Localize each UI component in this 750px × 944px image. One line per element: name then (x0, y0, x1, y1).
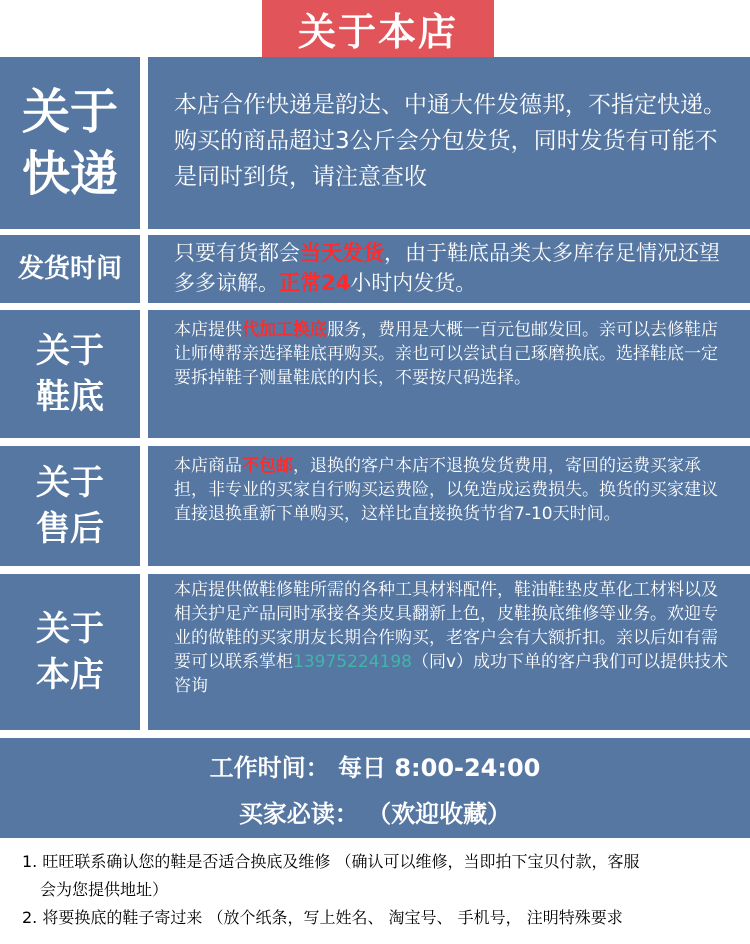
label-line: 鞋底 (36, 377, 104, 417)
label-line: 快递 (21, 146, 118, 202)
contact-phone: 13975224198 (293, 652, 412, 672)
notes-list (22, 848, 732, 932)
work-time: 工作时间： 每日 8:00-24:00 (209, 754, 541, 782)
section-store-label (0, 574, 140, 730)
section-store-text (148, 574, 750, 730)
section-soles (0, 310, 750, 438)
text-segment: 只要有货都会 (174, 241, 300, 265)
section-shipping (0, 235, 750, 303)
section-express-label (0, 57, 140, 229)
label-line: 售后 (36, 509, 104, 549)
section-store (0, 574, 750, 730)
hours-banner (0, 738, 750, 838)
note-item-2: 2. 将要换底的鞋子寄过来 （放个纸条，写上姓名、 淘宝号、 手机号， 注明特殊要求 (22, 908, 623, 927)
page-title: 关于本店 (262, 0, 494, 57)
text-segment: 本店商品 (174, 456, 242, 476)
must-read: 买家必读： （欢迎收藏） (238, 800, 512, 828)
text-segment: 本店提供做鞋修鞋所需的各种工具材料配件，鞋油鞋垫皮革化工材料以及相关护足产品同时承接各类皮具翻新上色，皮鞋换底维修等业务。欢迎专业的做鞋的买家朋友长期合作购买，老客户会有大额折扣。亲以后如有需要可以联系掌柜 (174, 580, 718, 672)
section-shipping-label: 发货时间 (0, 235, 140, 303)
note-item-1-cont: 会为您提供地址） (40, 880, 169, 899)
text-segment: 本店提供 (174, 320, 242, 340)
label-line: 关于 (36, 463, 104, 503)
highlight-sole-replacement: 代加工换底 (242, 320, 327, 340)
section-soles-label (0, 310, 140, 438)
text-segment: （同v）成功下单的客户我们可以提供技术咨询 (174, 652, 729, 696)
text-segment: ，由于鞋底品类太多库存足情况还望多多谅解。 (174, 241, 720, 295)
section-shipping-text (148, 235, 750, 303)
section-express-text: 本店合作快递是韵达、中通大件发德邦，不指定快递。购买的商品超过3公斤会分包发货，同时发货有可能不是同时到货，请注意查收 (148, 57, 750, 229)
text-segment: 小时内发货。 (350, 271, 477, 295)
label-line: 本店 (36, 655, 104, 695)
label-line: 关于 (36, 331, 104, 371)
text-segment: ，退换的客户本店不退换发货费用，寄回的运费买家承担，非专业的买家自行购买运费险，以免造成运费损失。换货的买家建议直接退换重新下单购买，这样比直接换货节省7-10天时间。 (174, 456, 718, 524)
text-segment: 服务，费用是大概一百元包邮发回。亲可以去修鞋店让师傅帮亲选择鞋底再购买。亲也可以尝试自己琢磨换底。选择鞋底一定要拆掉鞋子测量鞋底的内长，不要按尺码选择。 (174, 320, 718, 388)
highlight-no-free-shipping: 不包邮 (242, 456, 293, 476)
section-soles-text (148, 310, 750, 438)
note-item-1: 1. 旺旺联系确认您的鞋是否适合换底及维修 （确认可以维修，当即拍下宝贝付款，客服 (22, 852, 640, 871)
section-aftersales (0, 446, 750, 566)
section-aftersales-label (0, 446, 140, 566)
label-line: 关于 (36, 609, 104, 649)
highlight-24h: 正常24 (279, 271, 351, 295)
highlight-same-day: 当天发货 (300, 241, 384, 265)
section-aftersales-text (148, 446, 750, 566)
label-line: 关于 (21, 84, 118, 140)
section-express (0, 57, 750, 229)
